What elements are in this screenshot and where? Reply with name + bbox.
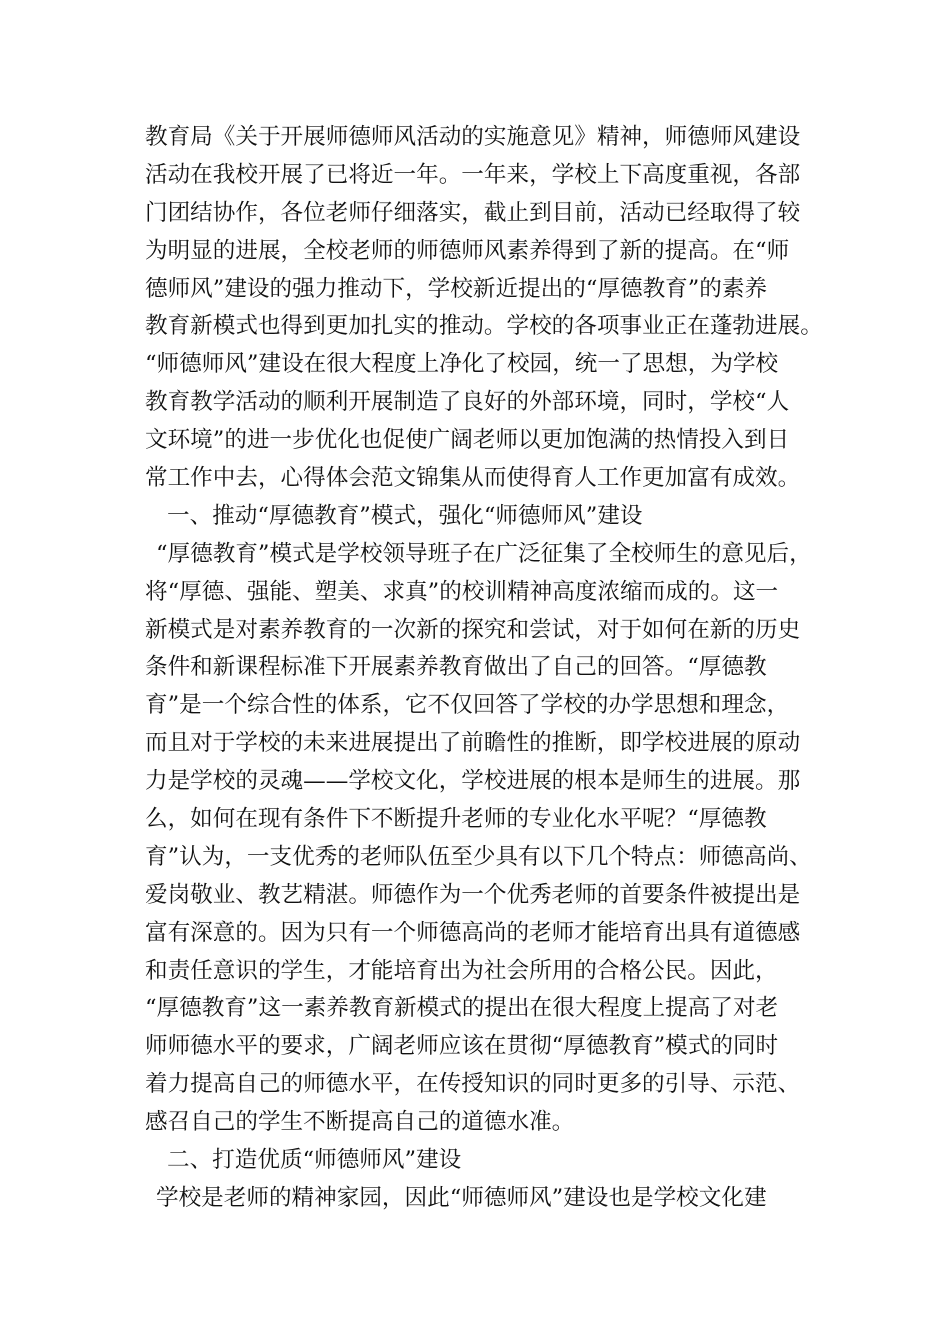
text-line: 教育教学活动的顺利开展制造了良好的外部环境，同时，学校“人 xyxy=(145,389,790,416)
text-line: 力是学校的灵魂——学校文化，学校进展的根本是师生的进展。那 xyxy=(145,768,801,795)
text-line: 感召自己的学生不断提高自己的道德水准。 xyxy=(145,1109,575,1136)
text-line: 德师风”建设的强力推动下，学校新近提出的“厚德教育”的素养 xyxy=(145,275,768,302)
text-line: 教育新模式也得到更加扎实的推动。学校的各项事业正在蓬勃进展。 xyxy=(145,313,823,340)
text-line: 学校是老师的精神家园，因此“师德师风”建设也是学校文化建 xyxy=(156,1184,767,1211)
text-line: “师德师风”建设在很大程度上净化了校园，统一了思想，为学校 xyxy=(145,351,779,378)
text-line: “厚德教育”模式是学校领导班子在广泛征集了全校师生的意见后， xyxy=(156,540,812,567)
text-line: 师师德水平的要求，广阔老师应该在贯彻“厚德教育”模式的同时 xyxy=(145,1033,779,1060)
text-line: “厚德教育”这一素养教育新模式的提出在很大程度上提高了对老 xyxy=(145,995,779,1022)
text-line: 教育局《关于开展师德师风活动的实施意见》精神，师德师风建设 xyxy=(145,124,801,150)
section-heading-1: 一、推动“厚德教育”模式，强化“师德师风”建设 xyxy=(167,502,643,529)
text-line: 和责任意识的学生，才能培育出为社会所用的合格公民。因此， xyxy=(145,957,778,984)
text-line: 将“厚德、强能、塑美、求真”的校训精神高度浓缩而成的。这一 xyxy=(145,578,779,605)
text-line: 文环境”的进一步优化也促使广阔老师以更加饱满的热情投入到日 xyxy=(145,427,790,454)
text-line: 新模式是对素养教育的一次新的探究和尝试，对于如何在新的历史 xyxy=(145,616,801,643)
text-line: 着力提高自己的师德水平，在传授知识的同时更多的引导、示范、 xyxy=(145,1071,801,1098)
section-heading-2: 二、打造优质“师德师风”建设 xyxy=(167,1147,462,1174)
text-line: 富有深意的。因为只有一个师德高尚的老师才能培育出具有道德感 xyxy=(145,919,801,946)
text-line: 而且对于学校的未来进展提出了前瞻性的推断，即学校进展的原动 xyxy=(145,730,801,757)
text-line: 门团结协作，各位老师仔细落实，截止到目前，活动已经取得了较 xyxy=(145,199,801,226)
text-line: 常工作中去，心得体会范文锦集从而使得育人工作更加富有成效。 xyxy=(145,465,801,492)
text-line: 条件和新课程标准下开展素养教育做出了自己的回答。“厚德教 xyxy=(145,654,767,681)
text-line: 育”认为，一支优秀的老师队伍至少具有以下几个特点：师德高尚、 xyxy=(145,843,812,870)
document-body xyxy=(145,119,823,1218)
text-line: 活动在我校开展了已将近一年。一年来，学校上下高度重视，各部 xyxy=(145,161,801,188)
text-line: 为明显的进展，全校老师的师德师风素养得到了新的提高。在“师 xyxy=(145,237,790,264)
text-line: 么，如何在现有条件下不断提升老师的专业化水平呢？“厚德教 xyxy=(145,806,767,833)
text-line: 育”是一个综合性的体系，它不仅回答了学校的办学思想和理念， xyxy=(145,692,790,719)
text-line: 爱岗敬业、教艺精湛。师德作为一个优秀老师的首要条件被提出是 xyxy=(145,881,801,908)
